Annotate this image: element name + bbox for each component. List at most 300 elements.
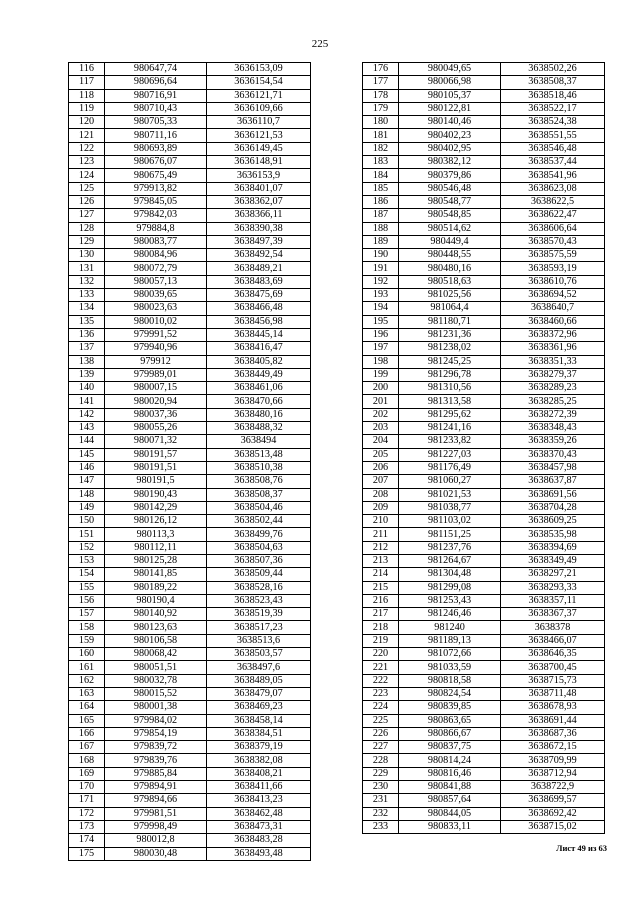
point-number-cell: 137 bbox=[69, 342, 105, 355]
table-row bbox=[69, 289, 311, 302]
point-number-cell: 227 bbox=[363, 741, 399, 754]
point-number-cell: 154 bbox=[69, 568, 105, 581]
x-coordinate-cell: 980126,12 bbox=[105, 515, 207, 528]
y-coordinate-cell: 3638699,57 bbox=[501, 794, 605, 807]
x-coordinate-cell: 981310,56 bbox=[399, 382, 501, 395]
x-coordinate-cell: 980190,4 bbox=[105, 594, 207, 607]
point-number-cell: 152 bbox=[69, 541, 105, 554]
point-number-cell: 189 bbox=[363, 235, 399, 248]
y-coordinate-cell: 3638570,43 bbox=[501, 235, 605, 248]
x-coordinate-cell: 980191,57 bbox=[105, 448, 207, 461]
y-coordinate-cell: 3638517,23 bbox=[207, 621, 311, 634]
table-row bbox=[69, 195, 311, 208]
x-coordinate-cell: 980055,26 bbox=[105, 422, 207, 435]
y-coordinate-cell: 3638445,14 bbox=[207, 328, 311, 341]
table-row bbox=[69, 262, 311, 275]
y-coordinate-cell: 3638349,49 bbox=[501, 554, 605, 567]
x-coordinate-cell: 980113,3 bbox=[105, 528, 207, 541]
y-coordinate-cell: 3638715,73 bbox=[501, 674, 605, 687]
coordinates-table-left bbox=[68, 62, 311, 861]
y-coordinate-cell: 3638637,87 bbox=[501, 475, 605, 488]
point-number-cell: 176 bbox=[363, 63, 399, 76]
x-coordinate-cell: 980548,77 bbox=[399, 195, 501, 208]
y-coordinate-cell: 3638700,45 bbox=[501, 661, 605, 674]
point-number-cell: 156 bbox=[69, 594, 105, 607]
point-number-cell: 165 bbox=[69, 714, 105, 727]
x-coordinate-cell: 981304,48 bbox=[399, 568, 501, 581]
table-row bbox=[363, 382, 605, 395]
x-coordinate-cell: 980816,46 bbox=[399, 767, 501, 780]
table-row bbox=[363, 209, 605, 222]
y-coordinate-cell: 3638513,6 bbox=[207, 634, 311, 647]
y-coordinate-cell: 3638504,46 bbox=[207, 501, 311, 514]
point-number-cell: 157 bbox=[69, 608, 105, 621]
y-coordinate-cell: 3638622,47 bbox=[501, 209, 605, 222]
y-coordinate-cell: 3638469,23 bbox=[207, 701, 311, 714]
table-row bbox=[363, 794, 605, 807]
table-row bbox=[69, 701, 311, 714]
y-coordinate-cell: 3638551,55 bbox=[501, 129, 605, 142]
x-coordinate-cell: 979839,76 bbox=[105, 754, 207, 767]
y-coordinate-cell: 3638297,21 bbox=[501, 568, 605, 581]
y-coordinate-cell: 3638709,99 bbox=[501, 754, 605, 767]
table-row bbox=[363, 501, 605, 514]
table-row bbox=[69, 781, 311, 794]
table-row bbox=[363, 634, 605, 647]
x-coordinate-cell: 980449,4 bbox=[399, 235, 501, 248]
table-row bbox=[69, 741, 311, 754]
point-number-cell: 178 bbox=[363, 89, 399, 102]
point-number-cell: 133 bbox=[69, 289, 105, 302]
x-coordinate-cell: 980066,98 bbox=[399, 76, 501, 89]
table-row bbox=[69, 594, 311, 607]
x-coordinate-cell: 980402,23 bbox=[399, 129, 501, 142]
table-row bbox=[363, 528, 605, 541]
y-coordinate-cell: 3638401,07 bbox=[207, 182, 311, 195]
point-number-cell: 123 bbox=[69, 156, 105, 169]
y-coordinate-cell: 3636121,71 bbox=[207, 89, 311, 102]
table-row bbox=[69, 328, 311, 341]
point-number-cell: 177 bbox=[363, 76, 399, 89]
x-coordinate-cell: 981245,25 bbox=[399, 355, 501, 368]
point-number-cell: 202 bbox=[363, 408, 399, 421]
table-row bbox=[69, 435, 311, 448]
table-row bbox=[363, 315, 605, 328]
y-coordinate-cell: 3638509,44 bbox=[207, 568, 311, 581]
x-coordinate-cell: 980857,64 bbox=[399, 794, 501, 807]
table-row bbox=[363, 648, 605, 661]
table-row bbox=[69, 528, 311, 541]
point-number-cell: 145 bbox=[69, 448, 105, 461]
point-number-cell: 151 bbox=[69, 528, 105, 541]
x-coordinate-cell: 980448,55 bbox=[399, 249, 501, 262]
x-coordinate-cell: 980814,24 bbox=[399, 754, 501, 767]
table-row bbox=[69, 89, 311, 102]
y-coordinate-cell: 3638279,37 bbox=[501, 368, 605, 381]
x-coordinate-cell: 980072,79 bbox=[105, 262, 207, 275]
x-coordinate-cell: 981072,66 bbox=[399, 648, 501, 661]
y-coordinate-cell: 3638458,14 bbox=[207, 714, 311, 727]
x-coordinate-cell: 980546,48 bbox=[399, 182, 501, 195]
x-coordinate-cell: 980824,54 bbox=[399, 687, 501, 700]
y-coordinate-cell: 3638502,44 bbox=[207, 515, 311, 528]
y-coordinate-cell: 3638622,5 bbox=[501, 195, 605, 208]
y-coordinate-cell: 3638479,07 bbox=[207, 687, 311, 700]
x-coordinate-cell: 981238,02 bbox=[399, 342, 501, 355]
table-row bbox=[363, 781, 605, 794]
y-coordinate-cell: 3638606,64 bbox=[501, 222, 605, 235]
table-row bbox=[363, 807, 605, 820]
y-coordinate-cell: 3638475,69 bbox=[207, 289, 311, 302]
point-number-cell: 211 bbox=[363, 528, 399, 541]
x-coordinate-cell: 981253,43 bbox=[399, 594, 501, 607]
x-coordinate-cell: 980189,22 bbox=[105, 581, 207, 594]
point-number-cell: 128 bbox=[69, 222, 105, 235]
table-row bbox=[69, 794, 311, 807]
y-coordinate-cell: 3638394,69 bbox=[501, 541, 605, 554]
point-number-cell: 214 bbox=[363, 568, 399, 581]
y-coordinate-cell: 3638541,96 bbox=[501, 169, 605, 182]
x-coordinate-cell: 980037,36 bbox=[105, 408, 207, 421]
y-coordinate-cell: 3638518,46 bbox=[501, 89, 605, 102]
y-coordinate-cell: 3638712,94 bbox=[501, 767, 605, 780]
point-number-cell: 182 bbox=[363, 142, 399, 155]
table-row bbox=[363, 89, 605, 102]
table-row bbox=[69, 501, 311, 514]
coordinates-table-right bbox=[362, 62, 605, 834]
point-number-cell: 201 bbox=[363, 395, 399, 408]
y-coordinate-cell: 3638504,63 bbox=[207, 541, 311, 554]
y-coordinate-cell: 3638537,44 bbox=[501, 156, 605, 169]
x-coordinate-cell: 980866,67 bbox=[399, 727, 501, 740]
point-number-cell: 122 bbox=[69, 142, 105, 155]
point-number-cell: 179 bbox=[363, 102, 399, 115]
y-coordinate-cell: 3636154,54 bbox=[207, 76, 311, 89]
point-number-cell: 117 bbox=[69, 76, 105, 89]
table-row bbox=[363, 116, 605, 129]
y-coordinate-cell: 3638370,43 bbox=[501, 448, 605, 461]
table-row bbox=[363, 741, 605, 754]
table-row bbox=[363, 488, 605, 501]
table-row bbox=[69, 581, 311, 594]
sheet-label: Лист 49 из 63 bbox=[556, 843, 607, 853]
y-coordinate-cell: 3638362,07 bbox=[207, 195, 311, 208]
x-coordinate-cell: 979989,01 bbox=[105, 368, 207, 381]
point-number-cell: 186 bbox=[363, 195, 399, 208]
x-coordinate-cell: 980696,64 bbox=[105, 76, 207, 89]
point-number-cell: 175 bbox=[69, 847, 105, 860]
x-coordinate-cell: 981227,03 bbox=[399, 448, 501, 461]
table-row bbox=[69, 568, 311, 581]
x-coordinate-cell: 980863,65 bbox=[399, 714, 501, 727]
table-row bbox=[363, 235, 605, 248]
y-coordinate-cell: 3638502,26 bbox=[501, 63, 605, 76]
table-row bbox=[363, 249, 605, 262]
point-number-cell: 221 bbox=[363, 661, 399, 674]
y-coordinate-cell: 3638293,33 bbox=[501, 581, 605, 594]
y-coordinate-cell: 3638390,38 bbox=[207, 222, 311, 235]
table-row bbox=[69, 116, 311, 129]
y-coordinate-cell: 3638704,28 bbox=[501, 501, 605, 514]
point-number-cell: 192 bbox=[363, 275, 399, 288]
x-coordinate-cell: 980123,63 bbox=[105, 621, 207, 634]
point-number-cell: 170 bbox=[69, 781, 105, 794]
table-row bbox=[363, 182, 605, 195]
point-number-cell: 226 bbox=[363, 727, 399, 740]
x-coordinate-cell: 981064,4 bbox=[399, 302, 501, 315]
table-row bbox=[363, 767, 605, 780]
x-coordinate-cell: 980068,42 bbox=[105, 648, 207, 661]
point-number-cell: 194 bbox=[363, 302, 399, 315]
table-row bbox=[363, 448, 605, 461]
table-row bbox=[363, 554, 605, 567]
y-coordinate-cell: 3638473,31 bbox=[207, 820, 311, 833]
table-row bbox=[363, 275, 605, 288]
x-coordinate-cell: 980049,65 bbox=[399, 63, 501, 76]
table-row bbox=[363, 435, 605, 448]
x-coordinate-cell: 981237,76 bbox=[399, 541, 501, 554]
y-coordinate-cell: 3638546,48 bbox=[501, 142, 605, 155]
y-coordinate-cell: 3638494 bbox=[207, 435, 311, 448]
point-number-cell: 171 bbox=[69, 794, 105, 807]
table-row bbox=[69, 807, 311, 820]
point-number-cell: 136 bbox=[69, 328, 105, 341]
y-coordinate-cell: 3638366,11 bbox=[207, 209, 311, 222]
table-row bbox=[69, 767, 311, 780]
x-coordinate-cell: 980030,48 bbox=[105, 847, 207, 860]
point-number-cell: 150 bbox=[69, 515, 105, 528]
point-number-cell: 230 bbox=[363, 781, 399, 794]
y-coordinate-cell: 3638609,25 bbox=[501, 515, 605, 528]
point-number-cell: 210 bbox=[363, 515, 399, 528]
y-coordinate-cell: 3636148,91 bbox=[207, 156, 311, 169]
table-row bbox=[69, 129, 311, 142]
y-coordinate-cell: 3638456,98 bbox=[207, 315, 311, 328]
table-row bbox=[69, 621, 311, 634]
x-coordinate-cell: 980010,02 bbox=[105, 315, 207, 328]
x-coordinate-cell: 980480,16 bbox=[399, 262, 501, 275]
point-number-cell: 119 bbox=[69, 102, 105, 115]
y-coordinate-cell: 3638678,93 bbox=[501, 701, 605, 714]
y-coordinate-cell: 3638513,48 bbox=[207, 448, 311, 461]
x-coordinate-cell: 981103,02 bbox=[399, 515, 501, 528]
point-number-cell: 209 bbox=[363, 501, 399, 514]
point-number-cell: 164 bbox=[69, 701, 105, 714]
point-number-cell: 215 bbox=[363, 581, 399, 594]
y-coordinate-cell: 3638483,28 bbox=[207, 834, 311, 847]
table-row bbox=[69, 515, 311, 528]
x-coordinate-cell: 980716,91 bbox=[105, 89, 207, 102]
x-coordinate-cell: 981038,77 bbox=[399, 501, 501, 514]
point-number-cell: 200 bbox=[363, 382, 399, 395]
point-number-cell: 167 bbox=[69, 741, 105, 754]
x-coordinate-cell: 980032,78 bbox=[105, 674, 207, 687]
point-number-cell: 232 bbox=[363, 807, 399, 820]
point-number-cell: 120 bbox=[69, 116, 105, 129]
table-row bbox=[363, 408, 605, 421]
point-number-cell: 134 bbox=[69, 302, 105, 315]
y-coordinate-cell: 3638507,36 bbox=[207, 554, 311, 567]
table-row bbox=[363, 328, 605, 341]
y-coordinate-cell: 3638488,32 bbox=[207, 422, 311, 435]
x-coordinate-cell: 980051,51 bbox=[105, 661, 207, 674]
x-coordinate-cell: 980140,92 bbox=[105, 608, 207, 621]
x-coordinate-cell: 980023,63 bbox=[105, 302, 207, 315]
table-row bbox=[363, 262, 605, 275]
x-coordinate-cell: 980083,77 bbox=[105, 235, 207, 248]
table-row bbox=[69, 634, 311, 647]
point-number-cell: 217 bbox=[363, 608, 399, 621]
point-number-cell: 118 bbox=[69, 89, 105, 102]
point-number-cell: 213 bbox=[363, 554, 399, 567]
x-coordinate-cell: 979839,72 bbox=[105, 741, 207, 754]
point-number-cell: 225 bbox=[363, 714, 399, 727]
point-number-cell: 190 bbox=[363, 249, 399, 262]
table-row bbox=[363, 687, 605, 700]
x-coordinate-cell: 981296,78 bbox=[399, 368, 501, 381]
point-number-cell: 126 bbox=[69, 195, 105, 208]
table-row bbox=[363, 129, 605, 142]
point-number-cell: 132 bbox=[69, 275, 105, 288]
point-number-cell: 166 bbox=[69, 727, 105, 740]
point-number-cell: 218 bbox=[363, 621, 399, 634]
point-number-cell: 228 bbox=[363, 754, 399, 767]
point-number-cell: 135 bbox=[69, 315, 105, 328]
x-coordinate-cell: 980844,05 bbox=[399, 807, 501, 820]
table-row bbox=[363, 820, 605, 833]
point-number-cell: 180 bbox=[363, 116, 399, 129]
table-row bbox=[363, 674, 605, 687]
point-number-cell: 212 bbox=[363, 541, 399, 554]
point-number-cell: 229 bbox=[363, 767, 399, 780]
x-coordinate-cell: 979842,03 bbox=[105, 209, 207, 222]
y-coordinate-cell: 3638691,44 bbox=[501, 714, 605, 727]
table-row bbox=[69, 63, 311, 76]
table-row bbox=[363, 727, 605, 740]
x-coordinate-cell: 980514,62 bbox=[399, 222, 501, 235]
y-coordinate-cell: 3638460,66 bbox=[501, 315, 605, 328]
y-coordinate-cell: 3638461,06 bbox=[207, 382, 311, 395]
x-coordinate-cell: 981189,13 bbox=[399, 634, 501, 647]
table-row bbox=[363, 142, 605, 155]
table-row bbox=[69, 648, 311, 661]
y-coordinate-cell: 3638519,39 bbox=[207, 608, 311, 621]
point-number-cell: 188 bbox=[363, 222, 399, 235]
y-coordinate-cell: 3638711,48 bbox=[501, 687, 605, 700]
table-row bbox=[69, 661, 311, 674]
x-coordinate-cell: 979940,96 bbox=[105, 342, 207, 355]
point-number-cell: 203 bbox=[363, 422, 399, 435]
table-row bbox=[363, 289, 605, 302]
table-row bbox=[69, 488, 311, 501]
x-coordinate-cell: 980710,43 bbox=[105, 102, 207, 115]
point-number-cell: 220 bbox=[363, 648, 399, 661]
y-coordinate-cell: 3638497,39 bbox=[207, 235, 311, 248]
table-row bbox=[69, 687, 311, 700]
point-number-cell: 185 bbox=[363, 182, 399, 195]
point-number-cell: 147 bbox=[69, 475, 105, 488]
x-coordinate-cell: 979998,49 bbox=[105, 820, 207, 833]
x-coordinate-cell: 980112,11 bbox=[105, 541, 207, 554]
x-coordinate-cell: 980676,07 bbox=[105, 156, 207, 169]
y-coordinate-cell: 3638367,37 bbox=[501, 608, 605, 621]
y-coordinate-cell: 3638646,35 bbox=[501, 648, 605, 661]
x-coordinate-cell: 980711,16 bbox=[105, 129, 207, 142]
x-coordinate-cell: 980190,43 bbox=[105, 488, 207, 501]
x-coordinate-cell: 979854,19 bbox=[105, 727, 207, 740]
point-number-cell: 121 bbox=[69, 129, 105, 142]
point-number-cell: 216 bbox=[363, 594, 399, 607]
table-row bbox=[69, 820, 311, 833]
x-coordinate-cell: 980141,85 bbox=[105, 568, 207, 581]
table-row bbox=[69, 714, 311, 727]
y-coordinate-cell: 3638483,69 bbox=[207, 275, 311, 288]
table-row bbox=[69, 342, 311, 355]
x-coordinate-cell: 980122,81 bbox=[399, 102, 501, 115]
table-row bbox=[69, 222, 311, 235]
table-row bbox=[363, 461, 605, 474]
x-coordinate-cell: 979884,8 bbox=[105, 222, 207, 235]
x-coordinate-cell: 980142,29 bbox=[105, 501, 207, 514]
table-row bbox=[363, 76, 605, 89]
table-row bbox=[363, 422, 605, 435]
table-row bbox=[69, 249, 311, 262]
y-coordinate-cell: 3638449,49 bbox=[207, 368, 311, 381]
table-row bbox=[69, 315, 311, 328]
point-number-cell: 139 bbox=[69, 368, 105, 381]
y-coordinate-cell: 3638489,21 bbox=[207, 262, 311, 275]
y-coordinate-cell: 3638715,02 bbox=[501, 820, 605, 833]
y-coordinate-cell: 3638692,42 bbox=[501, 807, 605, 820]
table-row bbox=[363, 701, 605, 714]
x-coordinate-cell: 979885,84 bbox=[105, 767, 207, 780]
x-coordinate-cell: 981021,53 bbox=[399, 488, 501, 501]
table-row bbox=[363, 568, 605, 581]
x-coordinate-cell: 980020,94 bbox=[105, 395, 207, 408]
point-number-cell: 163 bbox=[69, 687, 105, 700]
point-number-cell: 223 bbox=[363, 687, 399, 700]
y-coordinate-cell: 3638535,98 bbox=[501, 528, 605, 541]
x-coordinate-cell: 981033,59 bbox=[399, 661, 501, 674]
y-coordinate-cell: 3638357,11 bbox=[501, 594, 605, 607]
page-number: 225 bbox=[311, 38, 329, 50]
point-number-cell: 155 bbox=[69, 581, 105, 594]
y-coordinate-cell: 3638687,36 bbox=[501, 727, 605, 740]
y-coordinate-cell: 3638672,15 bbox=[501, 741, 605, 754]
y-coordinate-cell: 3636121,53 bbox=[207, 129, 311, 142]
y-coordinate-cell: 3638351,33 bbox=[501, 355, 605, 368]
y-coordinate-cell: 3636110,7 bbox=[207, 116, 311, 129]
x-coordinate-cell: 980647,74 bbox=[105, 63, 207, 76]
x-coordinate-cell: 981151,25 bbox=[399, 528, 501, 541]
y-coordinate-cell: 3638510,38 bbox=[207, 461, 311, 474]
y-coordinate-cell: 3638508,76 bbox=[207, 475, 311, 488]
x-coordinate-cell: 981240 bbox=[399, 621, 501, 634]
point-number-cell: 159 bbox=[69, 634, 105, 647]
y-coordinate-cell: 3638457,98 bbox=[501, 461, 605, 474]
x-coordinate-cell: 981233,82 bbox=[399, 435, 501, 448]
point-number-cell: 161 bbox=[69, 661, 105, 674]
table-row bbox=[69, 475, 311, 488]
x-coordinate-cell: 981176,49 bbox=[399, 461, 501, 474]
table-row bbox=[69, 754, 311, 767]
point-number-cell: 124 bbox=[69, 169, 105, 182]
table-row bbox=[69, 142, 311, 155]
x-coordinate-cell: 979984,02 bbox=[105, 714, 207, 727]
table-row bbox=[363, 714, 605, 727]
table-row bbox=[363, 169, 605, 182]
x-coordinate-cell: 980833,11 bbox=[399, 820, 501, 833]
